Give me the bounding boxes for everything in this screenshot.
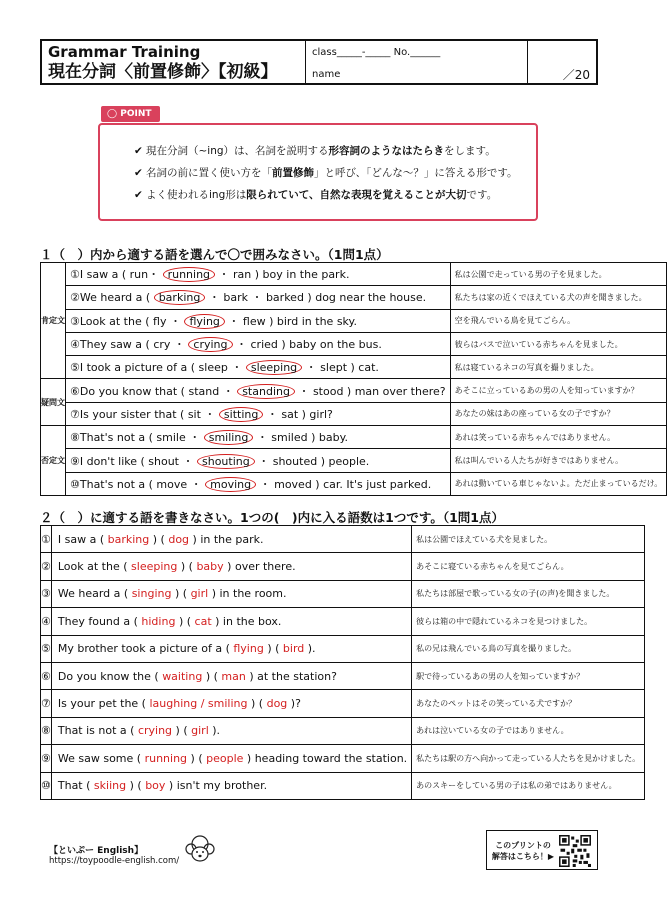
- translation: 空を飛んでいる鳥を見てごらん。: [450, 309, 667, 332]
- answer-word: people: [206, 751, 244, 765]
- answer-word: sleeping: [131, 560, 178, 574]
- section1-table: [40, 262, 667, 496]
- question-number: ②: [41, 553, 52, 580]
- point-label: POINT: [120, 109, 152, 119]
- translation: あそこに寝ている赤ちゃんを見てごらん。: [412, 553, 645, 580]
- question-sentence: Is your pet the ( laughing / smiling ) ( dog )?: [51, 690, 411, 717]
- translation: あなたのペットはその笑っている犬ですか？: [412, 690, 645, 717]
- answer-word: barking: [107, 532, 150, 546]
- answer-word: boy: [145, 779, 166, 793]
- section2-title: ２（ ）に適する語を書きなさい。1つの( )内に入る語数は1つです。（1問1点）: [40, 510, 504, 525]
- question-sentence: That is not a ( crying ) ( girl ).: [51, 717, 411, 744]
- question-sentence: We saw some ( running ) ( people ) heading toward the station.: [51, 745, 411, 772]
- translation: 私の兄は飛んでいる鳥の写真を撮りました。: [412, 635, 645, 662]
- table-row: [41, 449, 667, 472]
- answer-word: dog: [168, 532, 190, 546]
- check-icon: ✔: [134, 167, 143, 179]
- table-row: [41, 379, 667, 402]
- translation: あそこに立っているあの男の人を知っていますか？: [450, 379, 667, 402]
- point-tab: [101, 106, 160, 122]
- answer-word: running: [144, 751, 188, 765]
- question-number: ①: [41, 526, 52, 553]
- poodle-logo-icon: [180, 832, 220, 868]
- table-row: [41, 608, 645, 635]
- question-number: ⑥: [41, 662, 52, 689]
- table-row: [41, 286, 667, 309]
- table-row: [41, 426, 667, 449]
- answer-word: singing: [131, 587, 172, 601]
- question-number: ⑤: [41, 635, 52, 662]
- circled-answer: standing: [237, 384, 295, 399]
- circled-answer: barking: [154, 290, 206, 305]
- question-number: ⑨: [41, 745, 52, 772]
- check-icon: ✔: [134, 189, 143, 201]
- translation: あれは笑っている赤ちゃんではありません。: [450, 426, 667, 449]
- question-sentence: Do you know the ( waiting ) ( man ) at the station?: [51, 662, 411, 689]
- question-number: ③: [41, 580, 52, 607]
- site-url[interactable]: https://toypoodle-english.com/: [49, 856, 180, 866]
- class-label: class_____-_____ No.______: [312, 47, 441, 58]
- question-sentence: I saw a ( barking ) ( dog ) in the park.: [51, 526, 411, 553]
- circled-answer: sitting: [219, 407, 263, 422]
- section2-table: [40, 525, 645, 800]
- circled-answer: shouting: [197, 454, 255, 469]
- answer-word: waiting: [162, 669, 203, 683]
- table-row: [41, 662, 645, 689]
- translation: 私たちは駅の方へ向かって走っている人たちを見かけました。: [412, 745, 645, 772]
- section1-title: １（ ）内から適する語を選んで〇で囲みなさい。（1問1点）: [40, 247, 389, 262]
- question-sentence: Look at the ( sleeping ) ( baby ) over there.: [51, 553, 411, 580]
- translation: 私たちは家の近くでほえている犬の声を聞きました。: [450, 286, 667, 309]
- question-sentence: ⑤I took a picture of a ( sleep ・ sleeping ・ slept ) cat.: [66, 356, 451, 379]
- question-number: ⑥: [70, 384, 80, 398]
- brand-name: 【といぷー English】: [49, 846, 144, 856]
- table-row: [41, 526, 645, 553]
- question-sentence: ⑨I don't like ( shout ・ shouting ・ shouted ) people.: [66, 449, 451, 472]
- question-number: ⑦: [41, 690, 52, 717]
- category-label: 肯定文: [41, 263, 66, 379]
- class-cell: [306, 41, 528, 83]
- question-sentence: ⑧That's not a ( smile ・ smiling ・ smiled ) baby.: [66, 426, 451, 449]
- answer-link-label[interactable]: このプリントの 解答はこちら！▶: [491, 841, 555, 861]
- question-number: ④: [70, 338, 80, 352]
- translation: 私は寝ているネコの写真を撮りました。: [450, 356, 667, 379]
- bulb-icon: ◯: [107, 109, 118, 119]
- answer-word: crying: [137, 724, 173, 738]
- question-sentence: They found a ( hiding ) ( cat ) in the box.: [51, 608, 411, 635]
- circled-answer: moving: [205, 477, 256, 492]
- answer-word: skiing: [93, 779, 127, 793]
- answer-word: baby: [196, 560, 224, 574]
- point-box: [98, 123, 538, 221]
- point-line: ✔ 名詞の前に置く使い方を「前置修飾」と呼び、「どんな～？」に答える形です。: [134, 167, 518, 179]
- question-sentence: ③Look at the ( fly ・ flying ・ flew ) bird in the sky.: [66, 309, 451, 332]
- answer-word: girl: [190, 587, 209, 601]
- table-row: [41, 745, 645, 772]
- answer-word: laughing / smiling: [149, 697, 248, 711]
- translation: あれは動いている車じゃないよ。ただ止まっているだけ。: [450, 472, 667, 495]
- score-label: ／20: [562, 68, 590, 82]
- answer-word: flying: [233, 642, 264, 656]
- table-row: [41, 690, 645, 717]
- answer-word: man: [221, 669, 246, 683]
- question-number: ①: [70, 268, 80, 282]
- question-number: ③: [70, 314, 80, 328]
- translation: 私は公園でほえている犬を見ました。: [412, 526, 645, 553]
- score-cell: [528, 41, 596, 83]
- translation: 私は叫んでいる人たちが好きではありません。: [450, 449, 667, 472]
- translation: 彼らはバスで泣いている赤ちゃんを見ました。: [450, 332, 667, 355]
- circled-answer: sleeping: [246, 360, 302, 375]
- answer-word: bird: [282, 642, 305, 656]
- circled-answer: crying: [188, 337, 232, 352]
- question-number: ②: [70, 291, 80, 305]
- translation: 私たちは部屋で歌っている女の子(の声)を聞きました。: [412, 580, 645, 607]
- table-row: [41, 553, 645, 580]
- point-line: ✔ 現在分詞（~ing）は、名詞を説明する形容詞のようなはたらきをします。: [134, 145, 496, 157]
- translation: あのスキーをしている男の子は私の弟ではありません。: [412, 772, 645, 799]
- circled-answer: smiling: [204, 430, 254, 445]
- question-sentence: ①I saw a ( run・ running ・ ran ) boy in the park.: [66, 263, 451, 286]
- table-row: [41, 402, 667, 425]
- translation: 駅で待っているあの男の人を知っていますか？: [412, 662, 645, 689]
- question-sentence: We heard a ( singing ) ( girl ) in the room.: [51, 580, 411, 607]
- answer-word: girl: [191, 724, 209, 738]
- question-sentence: ⑥Do you know that ( stand ・ standing ・ stood ) man over there?: [66, 379, 451, 402]
- table-row: [41, 472, 667, 495]
- circled-answer: running: [163, 267, 215, 282]
- question-sentence: ②We heard a ( barking ・ bark ・ barked ) dog near the house.: [66, 286, 451, 309]
- table-row: [41, 332, 667, 355]
- name-label: name: [312, 69, 341, 80]
- question-number: ⑧: [41, 717, 52, 744]
- table-row: [41, 635, 645, 662]
- table-row: [41, 263, 667, 286]
- table-row: [41, 772, 645, 799]
- answer-word: dog: [266, 697, 288, 711]
- question-number: ⑩: [70, 477, 80, 491]
- question-number: ④: [41, 608, 52, 635]
- translation: あれは泣いている女の子ではありません。: [412, 717, 645, 744]
- question-sentence: ⑦Is your sister that ( sit ・ sitting ・ sat ) girl?: [66, 402, 451, 425]
- table-row: [41, 717, 645, 744]
- table-row: [41, 309, 667, 332]
- answer-word: hiding: [141, 614, 176, 628]
- question-sentence: ⑩That's not a ( move ・ moving ・ moved ) car. It's just parked.: [66, 472, 451, 495]
- question-number: ⑧: [70, 431, 80, 445]
- question-sentence: That ( skiing ) ( boy ) isn't my brother.: [51, 772, 411, 799]
- answer-word: cat: [194, 614, 212, 628]
- title-cell: [42, 41, 306, 83]
- table-row: [41, 580, 645, 607]
- title-jp: 現在分詞〈前置修飾〉【初級】: [48, 62, 278, 82]
- category-label: 疑問文: [41, 379, 66, 426]
- title-en: Grammar Training: [48, 43, 201, 61]
- question-number: ⑤: [70, 361, 80, 375]
- question-sentence: My brother took a picture of a ( flying ) ( bird ).: [51, 635, 411, 662]
- qr-code-icon[interactable]: [559, 835, 591, 867]
- question-number: ⑦: [70, 407, 80, 421]
- circled-answer: flying: [184, 314, 224, 329]
- translation: あなたの妹はあの座っている女の子ですか？: [450, 402, 667, 425]
- question-number: ⑩: [41, 772, 52, 799]
- translation: 彼らは箱の中で隠れているネコを見つけました。: [412, 608, 645, 635]
- question-sentence: ④They saw a ( cry ・ crying ・ cried ) baby on the bus.: [66, 332, 451, 355]
- worksheet-header: [40, 39, 598, 85]
- table-row: [41, 356, 667, 379]
- answer-link-box[interactable]: [486, 830, 598, 870]
- category-label: 否定文: [41, 426, 66, 496]
- check-icon: ✔: [134, 145, 143, 157]
- translation: 私は公園で走っている男の子を見ました。: [450, 263, 667, 286]
- point-line: ✔ よく使われるing形は限られていて、自然な表現を覚えることが大切です。: [134, 189, 498, 201]
- question-number: ⑨: [70, 454, 80, 468]
